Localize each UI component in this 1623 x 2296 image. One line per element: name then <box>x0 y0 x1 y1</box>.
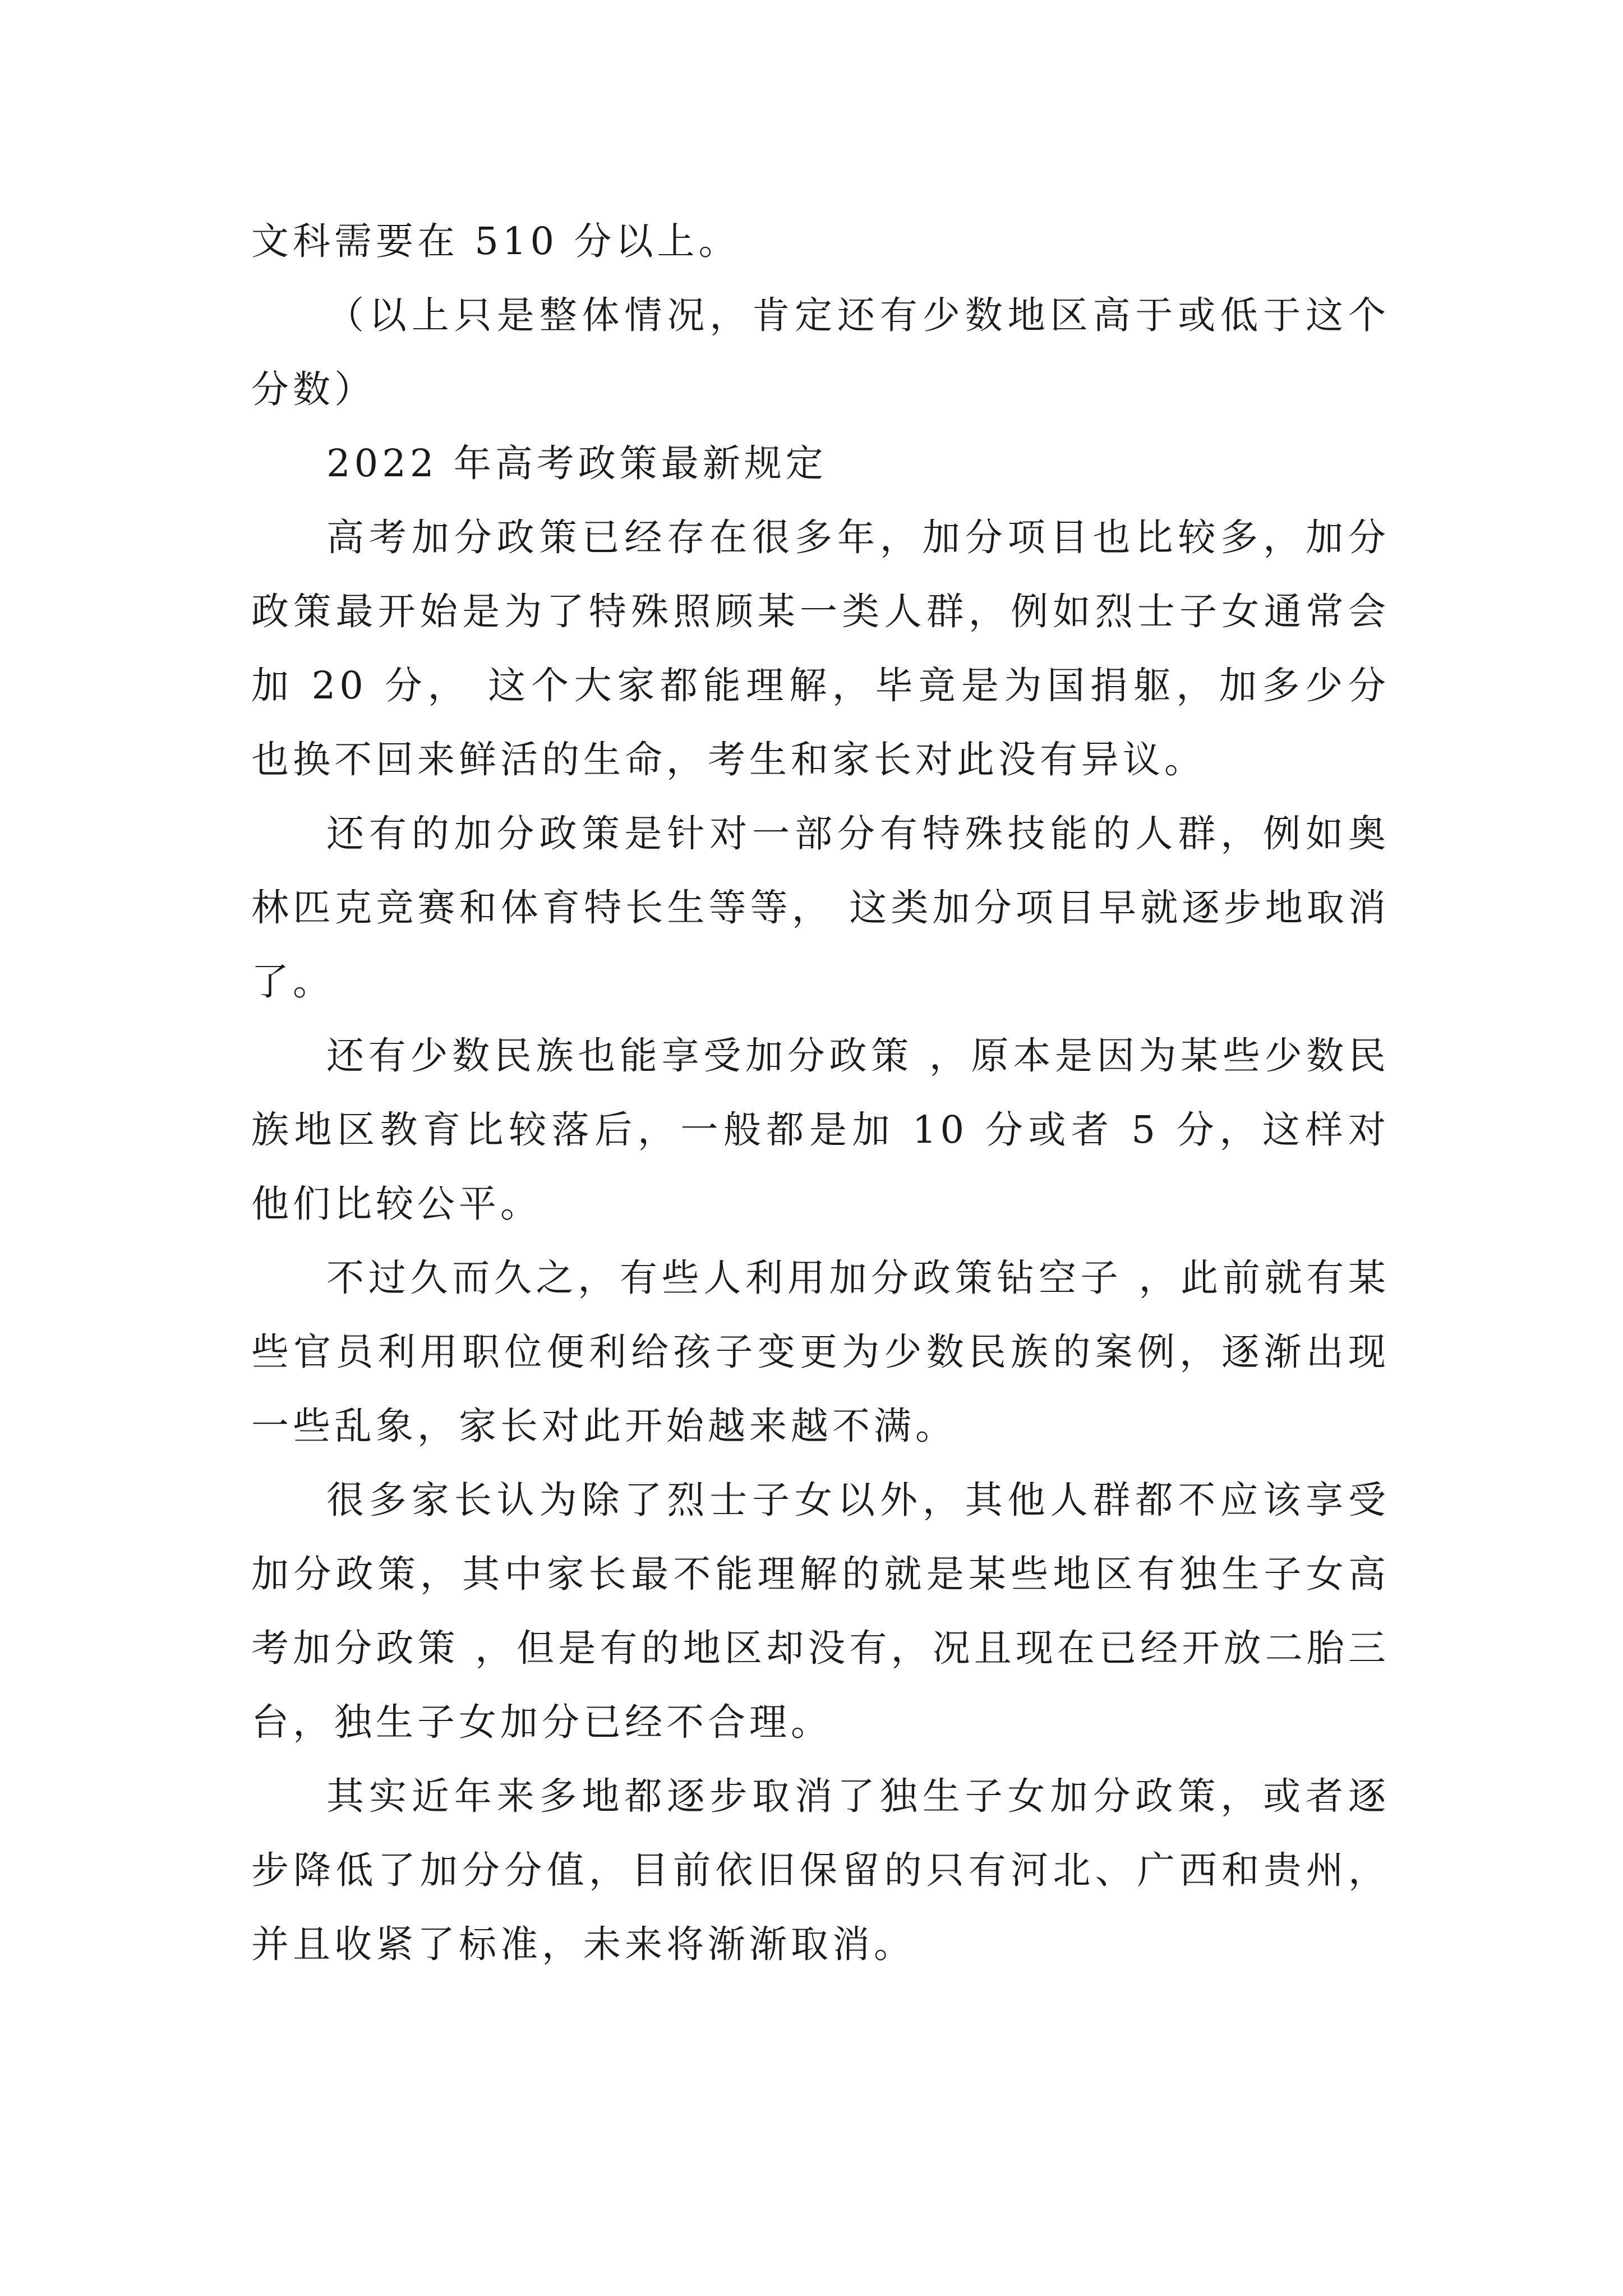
section-heading: 2022 年高考政策最新规定 <box>326 441 827 485</box>
document-body <box>251 204 1390 1981</box>
paragraph-5: 还有少数民族也能享受加分政策 ，原本是因为某些少数民族地区教育比较落后，一般都是加 10 分或者 5 分，这样对他们比较公平。 <box>251 1034 1390 1226</box>
paragraph-8: 其实近年来多地都逐步取消了独生子女加分政策，或者逐步降低了加分分值，目前依旧保留的只有河北、广西和贵州，并且收紧了标准，未来将渐渐取消。 <box>251 1774 1390 1966</box>
paragraph-2: （以上只是整体情况，肯定还有少数地区高于或低于这个分数） <box>251 293 1390 411</box>
paragraph-7: 很多家长认为除了烈士子女以外，其他人群都不应该享受加分政策，其中家长最不能理解的就是某些地区有独生子女高考加分政策 ，但是有的地区却没有，况且现在已经开放二胎三台，独生子女加分已经不合理。 <box>251 1478 1390 1744</box>
paragraph-6: 不过久而久之，有些人利用加分政策钻空子 ，此前就有某些官员利用职位便利给孩子变更为少数民族的案例，逐渐出现一些乱象，家长对此开始越来越不满。 <box>251 1256 1390 1448</box>
paragraph-4: 还有的加分政策是针对一部分有特殊技能的人群，例如奥林匹克竞赛和体育特长生等等， 这类加分项目早就逐步地取消了。 <box>251 812 1390 1004</box>
paragraph-3: 高考加分政策已经存在很多年，加分项目也比较多，加分政策最开始是为了特殊照顾某一类人群，例如烈士子女通常会加 20 分， 这个大家都能理解，毕竟是为国捐躯，加多少分也换不回来鲜活的生命，考生和家长对此没有异议。 <box>251 516 1390 781</box>
paragraph-1: 文科需要在 510 分以上。 <box>251 219 740 263</box>
